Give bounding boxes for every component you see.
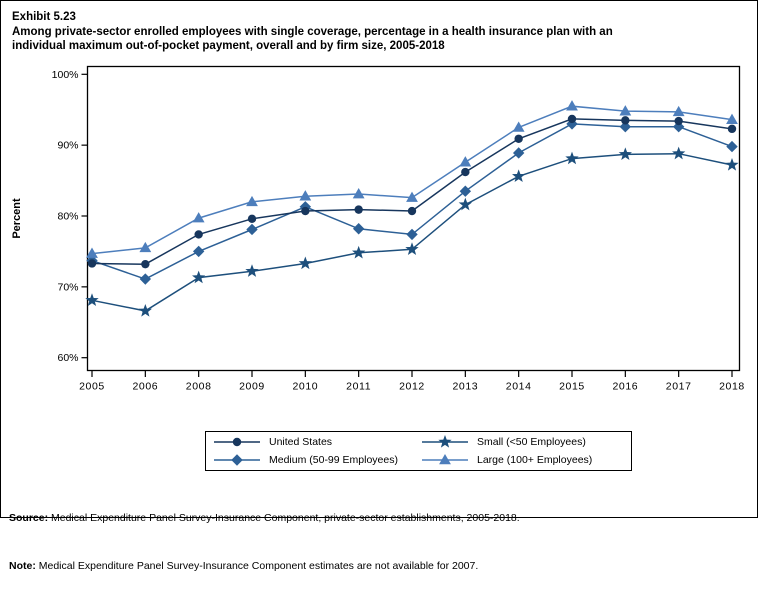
svg-text:Percent: Percent xyxy=(11,198,23,239)
legend-item-small xyxy=(420,434,631,451)
svg-text:2013: 2013 xyxy=(452,380,479,393)
source-line xyxy=(9,510,749,526)
svg-text:2014: 2014 xyxy=(505,380,532,393)
legend xyxy=(205,431,632,471)
legend-label: Large (100+ Employees) xyxy=(477,454,593,466)
source-text: Medical Expenditure Panel Survey-Insurance Component, private-sector establishments, 2005-2018. xyxy=(48,512,520,524)
svg-text:2011: 2011 xyxy=(346,380,372,393)
triangle-marker-icon xyxy=(420,453,470,467)
legend-item-united-states xyxy=(212,434,420,451)
svg-text:2006: 2006 xyxy=(132,380,159,393)
svg-text:2018: 2018 xyxy=(719,380,745,393)
svg-text:60%: 60% xyxy=(57,352,79,365)
svg-text:70%: 70% xyxy=(57,281,79,294)
chart-title-line2: individual maximum out-of-pocket payment, overall and by firm size, 2005-2018 xyxy=(12,40,445,52)
source-label: Source: xyxy=(9,512,49,524)
legend-item-large xyxy=(420,452,631,469)
note-label: Note: xyxy=(9,560,36,572)
legend-item-medium xyxy=(212,452,420,469)
legend-label: Small (<50 Employees) xyxy=(477,436,586,448)
footnotes xyxy=(9,478,749,606)
legend-label: United States xyxy=(269,436,333,448)
chart-title-line1: Among private-sector enrolled employees with single coverage, percentage in a health insurance plan with an xyxy=(12,26,613,38)
svg-text:2009: 2009 xyxy=(239,380,265,393)
svg-text:2017: 2017 xyxy=(665,380,692,393)
svg-text:2015: 2015 xyxy=(559,380,585,393)
svg-text:2016: 2016 xyxy=(612,380,639,393)
note-text: Medical Expenditure Panel Survey-Insurance Component estimates are not available for 2007. xyxy=(35,560,479,572)
legend-label: Medium (50-99 Employees) xyxy=(269,454,398,466)
svg-text:90%: 90% xyxy=(57,139,79,152)
exhibit-number: Exhibit 5.23 xyxy=(12,11,76,23)
svg-text:2005: 2005 xyxy=(79,380,105,393)
circle-marker-icon xyxy=(212,435,262,449)
svg-text:80%: 80% xyxy=(57,210,79,223)
note-line xyxy=(9,558,749,574)
star-marker-icon xyxy=(420,435,470,449)
svg-text:100%: 100% xyxy=(51,68,79,81)
svg-text:2008: 2008 xyxy=(185,380,212,393)
diamond-marker-icon xyxy=(212,453,262,467)
svg-text:2012: 2012 xyxy=(399,380,425,393)
svg-text:2010: 2010 xyxy=(292,380,319,393)
